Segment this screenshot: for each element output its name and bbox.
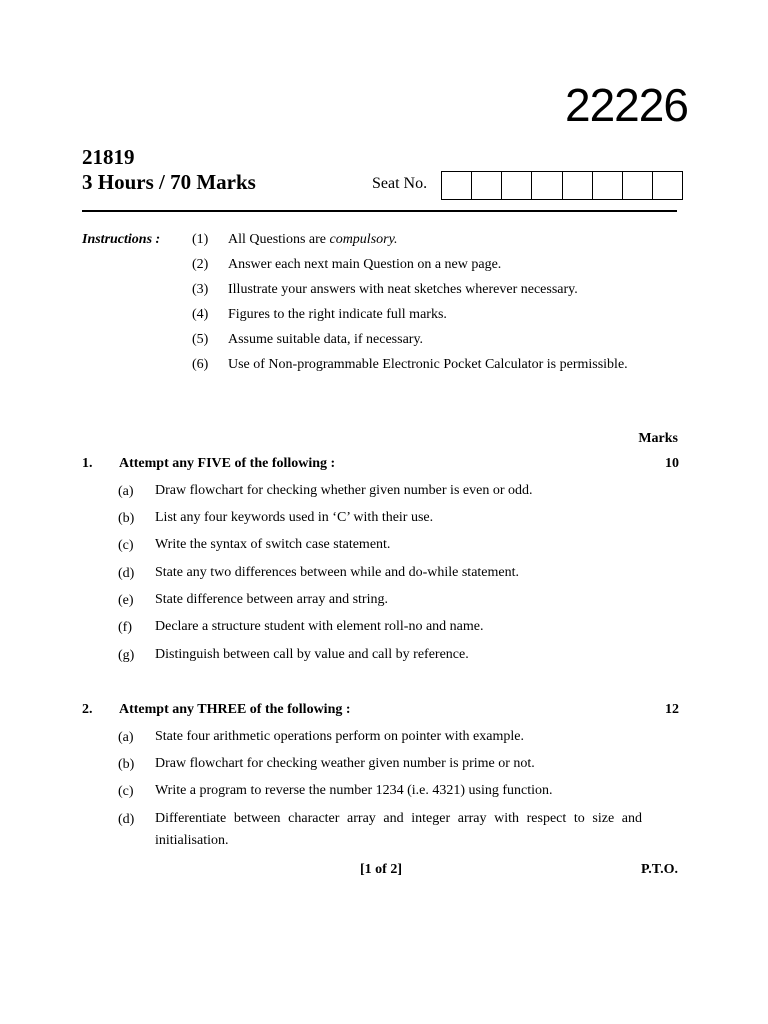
- sub-question-letter: (c): [118, 538, 134, 553]
- question-title: Attempt any THREE of the following :: [119, 702, 351, 717]
- sub-question: [118, 757, 642, 775]
- sub-question-text: Write the syntax of switch case statement.: [155, 537, 391, 552]
- instruction-text: Figures to the right indicate full marks.: [228, 307, 447, 322]
- sub-question: [118, 620, 642, 638]
- paper-code: 22226: [565, 79, 688, 131]
- question-number: 2.: [82, 702, 93, 717]
- question-heading: [82, 702, 679, 718]
- instruction-number: (5): [192, 332, 209, 347]
- sub-question: [118, 511, 642, 529]
- seat-number-boxes: [441, 171, 683, 200]
- seat-box: [563, 172, 593, 199]
- sub-question: [118, 648, 642, 666]
- sub-question-text: List any four keywords used in ‘C’ with their use.: [155, 510, 434, 525]
- seat-box: [532, 172, 562, 199]
- question-number: 1.: [82, 456, 93, 471]
- sub-question-letter: (e): [118, 593, 134, 608]
- seat-box: [442, 172, 472, 199]
- sub-question: [118, 730, 642, 748]
- seat-box: [653, 172, 682, 199]
- sub-question-letter: (a): [118, 484, 134, 499]
- instruction-text: Assume suitable data, if necessary.: [228, 332, 424, 347]
- sub-question: [118, 812, 642, 852]
- instruction-text: Answer each next main Question on a new page.: [228, 257, 502, 272]
- sub-question-text: Draw flowchart for checking weather given number is prime or not.: [155, 756, 535, 771]
- sub-question-text: Distinguish between call by value and call by reference.: [155, 647, 469, 662]
- sub-question-letter: (f): [118, 620, 132, 635]
- exam-duration-marks: 3 Hours / 70 Marks: [82, 170, 256, 194]
- sub-question-text: Draw flowchart for checking whether given number is even or odd.: [155, 483, 533, 498]
- page-number: [1 of 2]: [360, 862, 402, 877]
- sub-question: [118, 538, 642, 556]
- sub-question-letter: (c): [118, 784, 134, 799]
- sub-question: [118, 566, 642, 584]
- instruction-item: [192, 332, 423, 348]
- sub-question-letter: (d): [118, 566, 135, 581]
- sub-question-letter: (b): [118, 757, 135, 772]
- instruction-item: [192, 282, 578, 298]
- instruction-text: Use of Non-programmable Electronic Pocket Calculator is permissible.: [228, 357, 628, 372]
- sub-question-letter: (d): [118, 812, 135, 827]
- instruction-item: [192, 232, 398, 248]
- instruction-number: (6): [192, 357, 209, 372]
- sub-question: [118, 784, 642, 802]
- sub-question-letter: (b): [118, 511, 135, 526]
- instruction-number: (3): [192, 282, 209, 297]
- seat-box: [502, 172, 532, 199]
- sub-question-letter: (g): [118, 648, 135, 663]
- sub-question: [118, 484, 642, 502]
- instruction-number: (2): [192, 257, 209, 272]
- instruction-item: [192, 357, 628, 373]
- instruction-number: (1): [192, 232, 209, 247]
- instruction-item: [192, 307, 447, 323]
- sub-question-letter: (a): [118, 730, 134, 745]
- instruction-item: [192, 257, 501, 273]
- seat-box: [472, 172, 502, 199]
- question-heading: [82, 456, 679, 472]
- exam-code: 21819: [82, 145, 135, 169]
- sub-question-text: State any two differences between while and do-while statement.: [155, 565, 520, 580]
- sub-question-text: Write a program to reverse the number 1234 (i.e. 4321) using function.: [155, 783, 553, 798]
- header-divider: [82, 210, 677, 212]
- instruction-text: Illustrate your answers with neat sketches wherever necessary.: [228, 282, 578, 297]
- sub-question-text: State four arithmetic operations perform on pointer with example.: [155, 729, 524, 744]
- sub-question-text: Differentiate between character array and integer array with respect to size and initialisation.: [155, 811, 642, 848]
- instructions-label: Instructions :: [82, 232, 161, 247]
- question-marks: 10: [665, 456, 679, 471]
- sub-question-text: Declare a structure student with element roll-no and name.: [155, 619, 484, 634]
- marks-column-heading: Marks: [638, 431, 678, 446]
- sub-question-text: State difference between array and string.: [155, 592, 388, 607]
- question-title: Attempt any FIVE of the following :: [119, 456, 336, 471]
- instruction-number: (4): [192, 307, 209, 322]
- please-turn-over: P.T.O.: [641, 862, 678, 877]
- instruction-emphasis: compulsory.: [329, 232, 398, 247]
- seat-box: [593, 172, 623, 199]
- seat-box: [623, 172, 653, 199]
- sub-question: [118, 593, 642, 611]
- instruction-text: All Questions are compulsory.: [228, 232, 398, 247]
- question-marks: 12: [665, 702, 679, 717]
- seat-number-label: Seat No.: [372, 175, 428, 192]
